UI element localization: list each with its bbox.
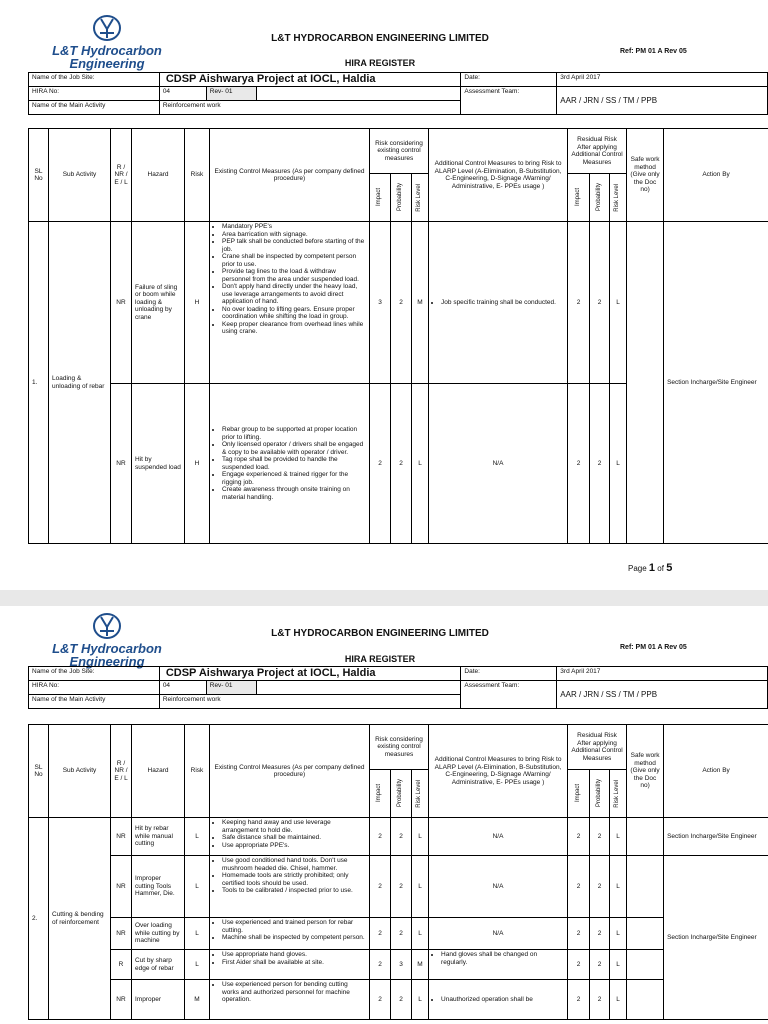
date-value: 3rd April 2017: [557, 667, 768, 681]
company-name: L&T HYDROCARBON ENGINEERING LIMITED: [271, 33, 489, 44]
action-by-cell: Section Incharge/Site Engineer: [664, 818, 768, 856]
bullet-item: • Keep proper clearance from overhead lines while using crane.: [222, 321, 366, 336]
probability-cell: 2: [391, 856, 412, 918]
hazard-cell: Hit by rebar while manual cutting: [132, 818, 185, 856]
col-risk-level: Risk Level: [412, 174, 429, 222]
hira-label: HIRA No:: [29, 681, 160, 695]
risk-cell: H: [185, 384, 210, 544]
existing-cell: [210, 222, 370, 384]
info-table: [28, 666, 768, 709]
res-probability-cell: 2: [590, 950, 610, 980]
col-impact: Impact: [370, 174, 391, 222]
col-residual: Residual Risk After applying Additional Control Measures: [568, 725, 627, 770]
bullet-item: • PEP talk shall be conducted before starting of the job.: [222, 238, 366, 253]
table-row: [29, 222, 768, 384]
hazard-cell: Over loading while cutting by machine: [132, 918, 185, 950]
bullet-item: • Machine shall be inspected by competent person.: [222, 934, 366, 942]
probability-cell: 2: [391, 222, 412, 384]
existing-list: [213, 819, 366, 849]
info-table: [28, 72, 768, 115]
hira-table-2: [28, 724, 768, 1020]
existing-list: [213, 919, 366, 942]
existing-cell: [210, 950, 370, 980]
activity-label: Name of the Main Activity: [29, 695, 160, 709]
sub-activity-cell: Loading & unloading of rebar: [49, 222, 111, 544]
activity-value: Reinforcement work: [159, 101, 461, 115]
job-site-label: Name of the Job Site:: [29, 667, 160, 681]
impact-cell: 2: [370, 818, 391, 856]
hazard-cell: Hit by suspended load: [132, 384, 185, 544]
team-label: Assessment Team:: [461, 681, 557, 709]
brand-name: [42, 642, 172, 668]
blank-cell: [256, 681, 461, 695]
risk-level-cell: L: [412, 918, 429, 950]
col-existing: Existing Control Measures (As per company defined procedure): [210, 129, 370, 222]
res-risk-level-cell: L: [610, 384, 627, 544]
bullet-item: • Don't apply hand directly under the heavy load, use leverage arrangements to avoid direct application of hand.: [222, 283, 366, 306]
col-probability: Probability: [391, 174, 412, 222]
table-row: [29, 918, 768, 950]
existing-cell: [210, 980, 370, 1020]
company-logo: [42, 612, 172, 668]
sl-cell: 2.: [29, 818, 49, 1020]
existing-cell: [210, 384, 370, 544]
impact-cell: 3: [370, 222, 391, 384]
existing-list: [213, 981, 366, 1004]
hazard-cell: Failure of sling or boom while loading & unloading by crane: [132, 222, 185, 384]
risk-level-cell: L: [412, 856, 429, 918]
col-res-risk-level: Risk Level: [610, 174, 627, 222]
res-impact-cell: 2: [568, 818, 590, 856]
brand-line-1: L&T Hydrocarbon: [52, 641, 162, 656]
page-number: [628, 562, 672, 574]
nr-cell: NR: [111, 980, 132, 1020]
additional-cell: N/A: [429, 384, 568, 544]
date-label: Date:: [461, 73, 557, 87]
res-probability-cell: 2: [590, 222, 610, 384]
col-probability: Probability: [391, 770, 412, 818]
action-by-cell: Section Incharge/Site Engineer: [664, 856, 768, 1020]
col-hazard: Hazard: [132, 725, 185, 818]
company-logo: [42, 14, 172, 70]
register-title: HIRA REGISTER: [344, 58, 416, 68]
document-page-2: [0, 606, 768, 1024]
bullet-item: • Use appropriate hand gloves.: [222, 951, 366, 959]
additional-cell: [429, 980, 568, 1020]
brand-line-2: Engineering: [69, 654, 145, 669]
existing-list: [213, 951, 366, 966]
impact-cell: 2: [370, 950, 391, 980]
additional-list: [432, 951, 564, 966]
lt-emblem-icon: [92, 612, 122, 640]
col-res-probability: Probability: [590, 174, 610, 222]
table-row: [29, 980, 768, 1020]
team-value: AAR / JRN / SS / TM / PPB: [557, 681, 768, 709]
brand-name: [42, 44, 172, 70]
brand-line-2: Engineering: [69, 56, 145, 71]
col-risk: Risk: [185, 725, 210, 818]
blank-cell: [256, 87, 461, 101]
bullet-item: • Create awareness through onsite training on material handling.: [222, 486, 366, 501]
hira-table-1: [28, 128, 768, 544]
probability-cell: 3: [391, 950, 412, 980]
table-row: [29, 818, 768, 856]
rev-value: Rev- 01: [206, 87, 256, 101]
col-safe-method: Safe work method (Give only the Doc no): [627, 725, 664, 818]
sub-activity-cell: Cutting & bending of reinforcement: [49, 818, 111, 1020]
res-impact-cell: 2: [568, 980, 590, 1020]
nr-cell: NR: [111, 818, 132, 856]
activity-value: Reinforcement work: [159, 695, 461, 709]
of-word: of: [657, 564, 664, 573]
bullet-item: • Job specific training shall be conducted.: [441, 299, 564, 307]
col-sl: SL No: [29, 129, 49, 222]
bullet-item: • Tag rope shall be provided to handle the suspended load.: [222, 456, 366, 471]
col-sub-activity: Sub Activity: [49, 725, 111, 818]
existing-list: [213, 857, 366, 895]
hira-label: HIRA No:: [29, 87, 160, 101]
existing-cell: [210, 918, 370, 950]
document-ref: Ref: PM 01 A Rev 05: [620, 48, 687, 55]
impact-cell: 2: [370, 384, 391, 544]
risk-cell: L: [185, 856, 210, 918]
impact-cell: 2: [370, 918, 391, 950]
job-site-label: Name of the Job Site:: [29, 73, 160, 87]
hira-value: 04: [159, 87, 206, 101]
additional-cell: [429, 222, 568, 384]
impact-cell: 2: [370, 856, 391, 918]
page-word: Page: [628, 564, 647, 573]
nr-cell: NR: [111, 384, 132, 544]
bullet-item: • Keeping hand away and use leverage arrangement to hold die.: [222, 819, 366, 834]
res-impact-cell: 2: [568, 222, 590, 384]
col-res-impact: Impact: [568, 770, 590, 818]
additional-cell: N/A: [429, 856, 568, 918]
action-by-cell: Section Incharge/Site Engineer: [664, 222, 768, 544]
col-hazard: Hazard: [132, 129, 185, 222]
safe-method-cell: [627, 222, 664, 544]
risk-cell: M: [185, 980, 210, 1020]
res-impact-cell: 2: [568, 918, 590, 950]
bullet-item: • Crane shall be inspected by competent person prior to use.: [222, 253, 366, 268]
additional-list: [432, 299, 564, 307]
res-risk-level-cell: L: [610, 918, 627, 950]
date-value: 3rd April 2017: [557, 73, 768, 87]
activity-label: Name of the Main Activity: [29, 101, 160, 115]
res-impact-cell: 2: [568, 856, 590, 918]
res-risk-level-cell: L: [610, 950, 627, 980]
col-action-by: Action By: [664, 725, 768, 818]
probability-cell: 2: [391, 918, 412, 950]
team-label: Assessment Team:: [461, 87, 557, 115]
risk-level-cell: L: [412, 980, 429, 1020]
probability-cell: 2: [391, 384, 412, 544]
col-risk-level: Risk Level: [412, 770, 429, 818]
additional-cell: N/A: [429, 818, 568, 856]
col-risk-existing: Risk considering existing control measures: [370, 129, 429, 174]
risk-cell: H: [185, 222, 210, 384]
safe-method-cell: [627, 856, 664, 918]
bullet-item: • Mandatory PPE's: [222, 223, 366, 231]
table-row: [29, 856, 768, 918]
hazard-cell: Improper: [132, 980, 185, 1020]
col-nr: R / NR / E / L: [111, 129, 132, 222]
bullet-item: • Use experienced person for bending cutting works and authorized personnel for machine operation.: [222, 981, 366, 1004]
job-site-value: CDSP Aishwarya Project at IOCL, Haldia: [159, 667, 461, 681]
res-impact-cell: 2: [568, 950, 590, 980]
res-risk-level-cell: L: [610, 980, 627, 1020]
col-residual: Residual Risk After applying Additional Control Measures: [568, 129, 627, 174]
col-nr: R / NR / E / L: [111, 725, 132, 818]
bullet-item: • Engage experienced & trained rigger for the rigging job.: [222, 471, 366, 486]
existing-cell: [210, 856, 370, 918]
res-impact-cell: 2: [568, 384, 590, 544]
additional-list: [432, 996, 564, 1004]
res-risk-level-cell: L: [610, 222, 627, 384]
rev-value: Rev- 01: [206, 681, 256, 695]
risk-level-cell: M: [412, 222, 429, 384]
col-sub-activity: Sub Activity: [49, 129, 111, 222]
register-title: HIRA REGISTER: [344, 654, 416, 664]
res-risk-level-cell: L: [610, 856, 627, 918]
col-risk-existing: Risk considering existing control measures: [370, 725, 429, 770]
bullet-item: • Use good conditioned hand tools. Don't use mushroom headed die. Chisel, hammer.: [222, 857, 366, 872]
res-probability-cell: 2: [590, 384, 610, 544]
safe-method-cell: [627, 918, 664, 950]
page-total: 5: [666, 562, 673, 574]
bullet-item: • First Aider shall be available at site.: [222, 959, 366, 967]
safe-method-cell: [627, 818, 664, 856]
col-additional: Additional Control Measures to bring Risk to ALARP Level (A-Elimination, B-Substitution, C-Engineering, D-Signage /Warning/ Administrative, E- PPEs usage ): [429, 725, 568, 818]
res-probability-cell: 2: [590, 980, 610, 1020]
lt-emblem-icon: [92, 14, 122, 42]
sl-cell: 1.: [29, 222, 49, 544]
bullet-item: • Unauthorized operation shall be: [441, 996, 564, 1004]
company-name: L&T HYDROCARBON ENGINEERING LIMITED: [271, 628, 489, 639]
risk-cell: L: [185, 918, 210, 950]
bullet-item: • Area barrication with signage.: [222, 231, 366, 239]
nr-cell: NR: [111, 856, 132, 918]
col-res-probability: Probability: [590, 770, 610, 818]
col-res-risk-level: Risk Level: [610, 770, 627, 818]
col-action-by: Action By: [664, 129, 768, 222]
res-probability-cell: 2: [590, 856, 610, 918]
brand-line-1: L&T Hydrocarbon: [52, 43, 162, 58]
nr-cell: NR: [111, 222, 132, 384]
team-value: AAR / JRN / SS / TM / PPB: [557, 87, 768, 115]
hira-value: 04: [159, 681, 206, 695]
risk-level-cell: M: [412, 950, 429, 980]
additional-cell: [429, 950, 568, 980]
bullet-item: • No over loading to lifting gears. Ensure proper coordination while shifting the load in group.: [222, 306, 366, 321]
existing-cell: [210, 818, 370, 856]
col-existing: Existing Control Measures (As per company defined procedure): [210, 725, 370, 818]
probability-cell: 2: [391, 818, 412, 856]
existing-list: [213, 426, 366, 501]
risk-level-cell: L: [412, 384, 429, 544]
safe-method-cell: [627, 950, 664, 980]
bullet-item: • Tools to be calibrated / inspected prior to use.: [222, 887, 366, 895]
bullet-item: • Use appropriate PPE's.: [222, 842, 366, 850]
impact-cell: 2: [370, 980, 391, 1020]
hazard-cell: Improper cutting Tools Hammer, Die.: [132, 856, 185, 918]
col-additional: Additional Control Measures to bring Risk to ALARP Level (A-Elimination, B-Substitution, C-Engineering, D-Signage /Warning/ Administrative, E- PPEs usage ): [429, 129, 568, 222]
col-res-impact: Impact: [568, 174, 590, 222]
bullet-item: • Provide tag lines to the load & withdraw personnel from the area under suspended load.: [222, 268, 366, 283]
risk-level-cell: L: [412, 818, 429, 856]
risk-cell: L: [185, 950, 210, 980]
nr-cell: NR: [111, 918, 132, 950]
document-ref: Ref: PM 01 A Rev 05: [620, 644, 687, 651]
bullet-item: • Hand gloves shall be changed on regularly.: [441, 951, 564, 966]
bullet-item: • Rebar group to be supported at proper location prior to lifting.: [222, 426, 366, 441]
table-row: [29, 950, 768, 980]
date-label: Date:: [461, 667, 557, 681]
res-probability-cell: 2: [590, 818, 610, 856]
additional-cell: N/A: [429, 918, 568, 950]
col-safe-method: Safe work method (Give only the Doc no): [627, 129, 664, 222]
nr-cell: R: [111, 950, 132, 980]
page-num: 1: [648, 562, 656, 574]
probability-cell: 2: [391, 980, 412, 1020]
col-sl: SL No: [29, 725, 49, 818]
bullet-item: • Use experienced and trained person for rebar cutting.: [222, 919, 366, 934]
existing-list: [213, 223, 366, 336]
res-probability-cell: 2: [590, 918, 610, 950]
bullet-item: • Safe distance shall be maintained.: [222, 834, 366, 842]
bullet-item: • Only licensed operator / drivers shall be engaged & copy to be available with operator / driver.: [222, 441, 366, 456]
col-risk: Risk: [185, 129, 210, 222]
risk-cell: L: [185, 818, 210, 856]
job-site-value: CDSP Aishwarya Project at IOCL, Haldia: [159, 73, 461, 87]
bullet-item: • Homemade tools are strictly prohibited; only certified tools should be used.: [222, 872, 366, 887]
col-impact: Impact: [370, 770, 391, 818]
res-risk-level-cell: L: [610, 818, 627, 856]
safe-method-cell: [627, 980, 664, 1020]
hazard-cell: Cut by sharp edge of rebar: [132, 950, 185, 980]
page-separator: [0, 590, 768, 606]
